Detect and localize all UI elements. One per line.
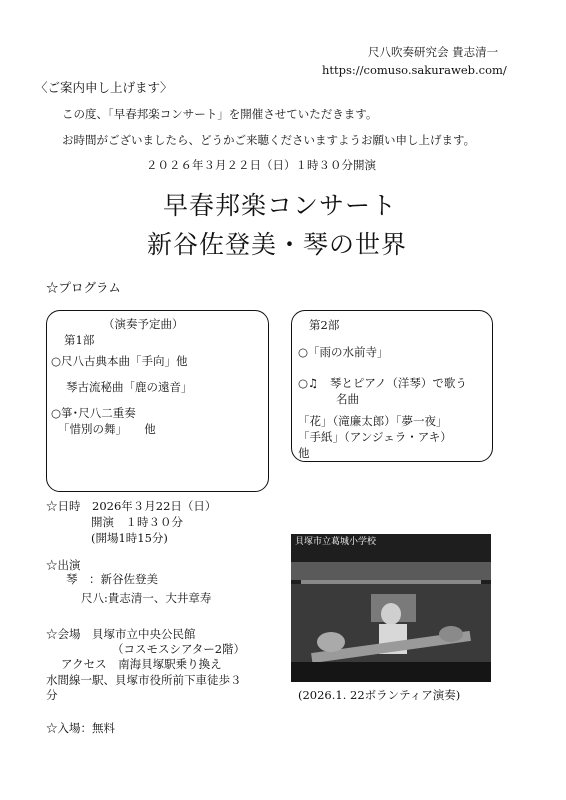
admission-info: ☆入場：無料 <box>46 721 115 735</box>
performers-heading: ☆出演 <box>46 558 81 572</box>
event-date: ☆日時 2026年３月22日（日） <box>46 499 217 513</box>
performer-koto: 琴 ：新谷佐登美 <box>66 572 158 586</box>
program-heading: ☆プログラム <box>46 280 121 295</box>
part2-item: 「手紙」（アンジェラ・アキ） <box>298 430 452 444</box>
event-open-time: 開演 １時３０分 <box>91 515 183 529</box>
part1-item: ○箏･尺八二重奏 <box>51 406 136 420</box>
venue-line: ☆会場 貝塚市立中央公民館 <box>46 627 196 641</box>
concert-subtitle: 新谷佐登美・琴の世界 <box>147 230 408 259</box>
organizer-name: 尺八吹奏研究会 貴志清一 <box>368 45 499 59</box>
event-doors-time: (開場1時15分) <box>91 531 168 545</box>
performer-shakuhachi: 尺八:貴志清一、大井章寿 <box>81 591 212 605</box>
photo-caption: (2026.1. 22ボランティア演奏) <box>298 688 461 702</box>
intro-line-1: この度、「早春邦楽コンサート」を開催させていただきます。 <box>62 107 378 121</box>
access-detail: 水間線一駅、貝塚市役所前下車徒歩３ <box>46 673 242 687</box>
part2-item: 名曲 <box>336 392 359 406</box>
photo-scene <box>291 534 491 682</box>
photo-overlay-text: 貝塚市立葛城小学校 <box>295 537 377 547</box>
website-url[interactable]: https://comuso.sakuraweb.com/ <box>322 63 507 77</box>
part2-item: 他 <box>298 446 310 460</box>
part1-item: 「惜別の舞」 他 <box>58 422 156 436</box>
intro-heading: 〈ご案内申し上げます〉 <box>35 80 173 95</box>
program-note: （演奏予定曲） <box>103 317 184 331</box>
concert-title: 早春邦楽コンサート <box>163 191 398 220</box>
part2-item: ○♫ 琴とピアノ（洋琴）で歌う <box>298 376 467 390</box>
intro-line-2: お時間がございましたら、どうかご来聴くださいますようお願い申し上げます。 <box>62 133 476 147</box>
access-line: アクセス 南海貝塚駅乗り換え <box>61 657 222 671</box>
part2-label: 第2部 <box>309 318 340 332</box>
part2-item: ○「雨の水前寺」 <box>298 345 389 359</box>
venue-hall: （コスモスシアター2階） <box>112 642 246 656</box>
part1-item: ○尺八古典本曲「手向」他 <box>51 354 188 368</box>
intro-datetime: ２０２６年３月２２日（日）１時３０分開演 <box>146 158 376 172</box>
part2-item: 「花」（滝廉太郎）「夢一夜」 <box>298 414 448 428</box>
access-detail-unit: 分 <box>46 688 58 702</box>
performance-photo <box>291 534 491 682</box>
part1-item: 琴古流秘曲「鹿の遠音」 <box>66 380 193 394</box>
part1-label: 第1部 <box>64 333 95 347</box>
